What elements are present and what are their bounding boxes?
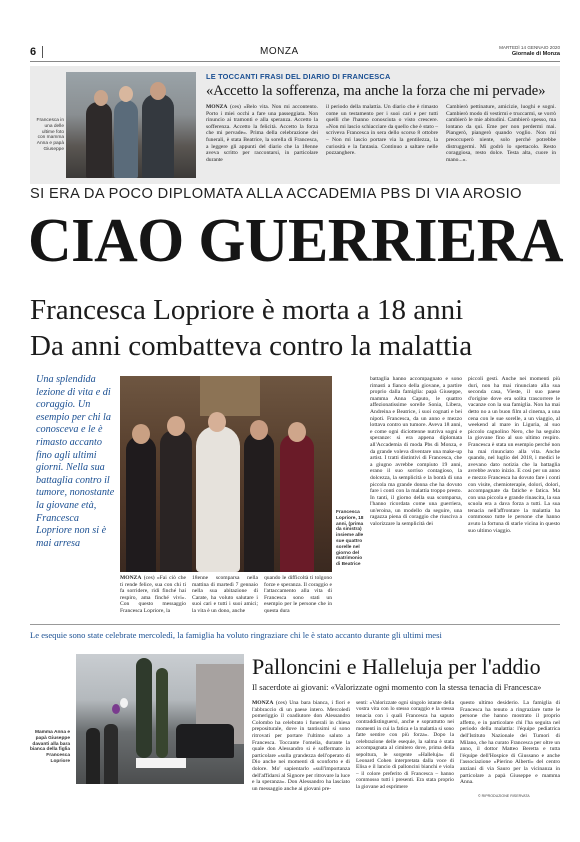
section-rule xyxy=(30,624,560,625)
person-shape xyxy=(94,90,108,106)
tree-shape xyxy=(156,668,168,758)
main-photo xyxy=(120,376,332,572)
diary-photo-caption: Francesca in una delle ultime foto con mamma Anna e papà Giuseppe xyxy=(36,118,64,152)
funeral-column-3: questo ultimo desiderio. La famiglia di Francesca ha tenuto a ringraziare tutte le persone che hanno mostrato il proprio affetto, e in particolare chi l'ha seguita nel periodo della malattia: l'équipe pediatrica dell'Istituto Nazionale dei Tumori di Milano, che ha curato Francesca per oltre un anno, il dottor Matteo Beretta e tutta l'équipe dell'Hospice di Giussano e anche l'associazione «Pierino Alberti» del centro anziani di via Sauro per la vicinanza in particolare a papà Giuseppe e mamma Anna. xyxy=(460,700,560,786)
funeral-column-2: senti: «Valorizzate ogni singolo istante della vostra vita con lo stesso coraggio e la stessa tenacia con i quali Francesca ha saputo contraddistinguersi, anche e soprattutto nei momenti in cui la fatica e la malattia si sono fatte sentire con più forza». Dopo la celebrazione delle esequie, la salma è stata accompagnata al cimitero dove, prima della sepoltura, le sorgente «Halleluja» di Leonard Cohen interpretata dalla voce di Elisa e il lancio di palloncini bianchi e viola – il colore preferito di Francesca – hanno commosso tutti i presenti. Era stata proprio la giovane ad esprimere xyxy=(356,700,454,790)
person-shape xyxy=(104,724,118,784)
person-shape xyxy=(244,432,274,572)
person-shape xyxy=(250,420,268,440)
page-header xyxy=(30,44,560,62)
hearse-shape xyxy=(176,724,234,758)
main-column-1 xyxy=(120,575,186,615)
main-subhead-2: Da anni combatteva contro la malattia xyxy=(30,330,473,362)
person-shape xyxy=(288,422,306,442)
diary-text: (ces) «Belo vita. Non mi accontento. Porto i miei occhi a fare una passeggiata. Non rinuncio ai tramonti e alla speranza. Accetto la sofferenza. Accetto la felicità. Accetto la forza che mi pervade». Prima della celebrazione dei funerali, è stata Beatrice, la sorella di Francesca, a leggere gli appunti del diario che la 18enne aveva scritto per raccontarsi, in particolare durante xyxy=(206,104,318,163)
diary-photo xyxy=(66,72,196,178)
person-shape xyxy=(150,82,166,100)
diary-column-1 xyxy=(206,104,318,163)
person-shape xyxy=(167,416,185,436)
main-kicker: SI ERA DA POCO DIPLOMATA ALLA ACCADEMIA PBS DI VIA AROSIO xyxy=(30,186,522,202)
dateline: MONZA xyxy=(120,575,142,581)
dateline: MONZA xyxy=(206,104,228,110)
main-text: (ces) «Fai ciò che ti rende felice, sua con chi ti fa sorridere, ridi finché hai respiro, ama finché vivi». Con questo messaggio Francesca Lopriore, la xyxy=(120,575,186,614)
coffin-shape xyxy=(136,758,186,768)
bride-shape xyxy=(196,426,240,572)
main-column-3: quando le difficoltà ti tolgono forze e speranza. Il coraggio e l'attaccamento alla vita di Francesca sono stati un esempio per le persone che in questa dura xyxy=(264,575,332,614)
person-shape xyxy=(160,430,192,572)
funeral-text: (ces) Una bara bianca, i fiori e l'abbraccio di un paese intero. Mercoledì pomeriggio il coadiutore don Alessandro Colombo ha celebrato i funerali in chiesa prepositurale, dove in tantissimi si sono ritrovati per portare l'ultimo saluto a Francesca. Toccante l'omelia, durante la quale don Alessandro si è soffermato in particolare «sulla grandezza dell'operato di Dio anche nei momenti di sconforto e di dolore. Mo' sapientarlo «sull'importanza dell'affidarsi al Signore per ritrovare la luce e la speranza». Don Alessandro ha lasciato un messaggio anche ai giovani pre- xyxy=(252,700,350,792)
diary-column-2: il periodo della malattia. Un diario che è rimasto come un testamento per i suoi cari e per tutti quelli che l'hanno conosciuta o visto crescere. «Non mi lascio schiacciare da quello che è stato – scriveva Francesca in sera dello scorso 8 ottobre – Non mi lascio portare via la gentilezza, la curiosità e la fantasia. Continuo a saltare nelle pozzanghere. xyxy=(326,104,438,157)
diary-title: «Accetto la sofferenza, ma anche la forza che mi pervade» xyxy=(206,83,546,99)
funeral-photo xyxy=(76,654,244,784)
person-shape xyxy=(114,100,138,178)
person-shape xyxy=(132,424,150,444)
diary-box xyxy=(30,66,560,184)
main-column-5: piccoli gesti. Anche nei momenti più duri, non ha mai rinunciato alla sua seconda casa, Vieste, il suo paese d'origine dove era solita trascorrere le vacanze con la sua famiglia. Non ha mai detto no a un buon film al cinema, a una cena con le sue sorelle, a un viaggio, al weekend al mare in Liguria, al suo piccolo cagnolino Nero, che ha seguito la giovane fino al suo ultimo respiro. Francesca è stata un esempio perché non ha mai rinunciato alla vita. Anche quando, nel luglio del 2018, i medici le avevano dato notizia che la battaglia avrebbe avuto inizio. E così per un anno e mezzo Francesca ha dovuto fare i conti con visite, chemioterapie, dolori, dolori, accompagnate da fatiche e fatica. Ma con una piccola e grande rinascita, la sua scuola era a dava forza a tutti. La sua tenacia nell'affrontare la malattia ha commosso tutte le persone che hanno avuto la fortuna di starle vicina in questo suo ultimo viaggio. xyxy=(468,376,560,534)
main-column-2: 18enne scomparsa nella mattina di martedì 7 gennaio nella sua abitazione di Carate, ha voluto salutare i suoi cari e tutti i suoi amici; la vita è un dono, anche xyxy=(192,575,258,614)
funeral-photo-caption: Mamma Anna e papà Giuseppe davanti alla bara bianca della figlia Francesca Lopriore xyxy=(30,730,70,764)
person-shape xyxy=(142,94,174,178)
dateline: MONZA xyxy=(252,700,274,706)
person-shape xyxy=(280,434,314,572)
paper-name: Giornale di Monza xyxy=(511,51,560,57)
main-photo-caption: Francesca Lopriore, 18 anni, (prima da sinistra) insieme alle sue quattro sorelle nel giorno del matrimonio di Beatrice xyxy=(336,510,364,568)
person-shape xyxy=(86,102,112,178)
header-divider xyxy=(42,46,43,58)
pull-quote: Una splendida lezione di vita e di coraggio. Un esempio per chi la conosceva e le è rimasto accanto fino agli ultimi giorni. Nella sua battaglia contro il tumore, nonostante la giovane età, Francesca Lopriore non si è mai arresa xyxy=(36,374,115,549)
section-name: MONZA xyxy=(260,46,299,57)
tree-shape xyxy=(136,658,152,758)
funeral-column-1 xyxy=(252,700,350,792)
funeral-headline: Palloncini e Halleluja per l'addio xyxy=(252,654,541,679)
person-shape xyxy=(119,86,133,102)
balloon-shape xyxy=(112,704,120,714)
copyright-note: © RIPRODUZIONE RISERVATA xyxy=(478,794,530,798)
main-headline: CIAO GUERRIERA xyxy=(28,207,564,275)
page-number: 6 xyxy=(30,46,37,58)
funeral-subhead: Il sacerdote ai giovani: «Valorizzate ogni momento con la stessa tenacia di Francesca» xyxy=(252,683,542,692)
diary-column-3: Cambierò pettinature, amicizie, luoghi e sogni. Cambierò modo di vestirmi e truccarmi, se vorrò cambierò le mie abitudini. Cambierò spesso, ma lontano da qui. Eme per non perdermi mai. Piangerò, piangerò quando voglio. Non mi preoccuperò niente, solo perché potrebbe distruggermi. Mi godrò lo spettacolo. Resto coraggiosa, resto dolce. Testa alta, cuore in mano...». xyxy=(446,104,556,163)
main-column-4: battaglia hanno accompagnato e sono rimasti a fianco della giovane, a partire proprio dalla famiglia: papà Giuseppe, mamma Anna Caputo, le quattro affezionatissime sorelle Sonia, Libera, Andreina e Beatrice, i suoi cognati e bei nipoti. Francesca, da un anno e mezzo lottava contro un tumore. Aveva 18 anni, e come ogni diciottenne nutriva sogni e speranze: si era appena diplomata all'Accademia di moda Pbs di Monza, e da grande voleva diventare una make-up artist. I tratti distintivi di Francesca, che a giugno avrebbe compiuto 19 anni, erano il suo sorriso contagioso, la dolcezza, la semplicità e la bontà di una piccola ma grande donna che ha dovuto fare i conti con la malattia troppo presto. In tanti, il giorno della sua scomparsa, l'hanno ricordata come una guerriera, un'eroina, un modello da seguire, una ragazza piena di coraggio che riusciva a valorizzare la semplicità dei xyxy=(370,376,462,528)
diary-kicker: LE TOCCANTI FRASI DEL DIARIO DI FRANCESCA xyxy=(206,72,391,81)
header-date: MARTEDÌ 14 GENNAIO 2020 xyxy=(499,45,560,50)
funeral-strap: Le esequie sono state celebrate mercoledì, la famiglia ha voluto ringraziare chi le è stato accanto durante gli ultimi mesi xyxy=(30,630,442,640)
person-shape xyxy=(208,412,226,432)
balloon-shape xyxy=(120,698,128,708)
person-shape xyxy=(126,436,156,572)
main-subhead-1: Francesca Lopriore è morta a 18 anni xyxy=(30,294,464,326)
window-shape xyxy=(200,376,260,416)
person-shape xyxy=(86,728,100,784)
